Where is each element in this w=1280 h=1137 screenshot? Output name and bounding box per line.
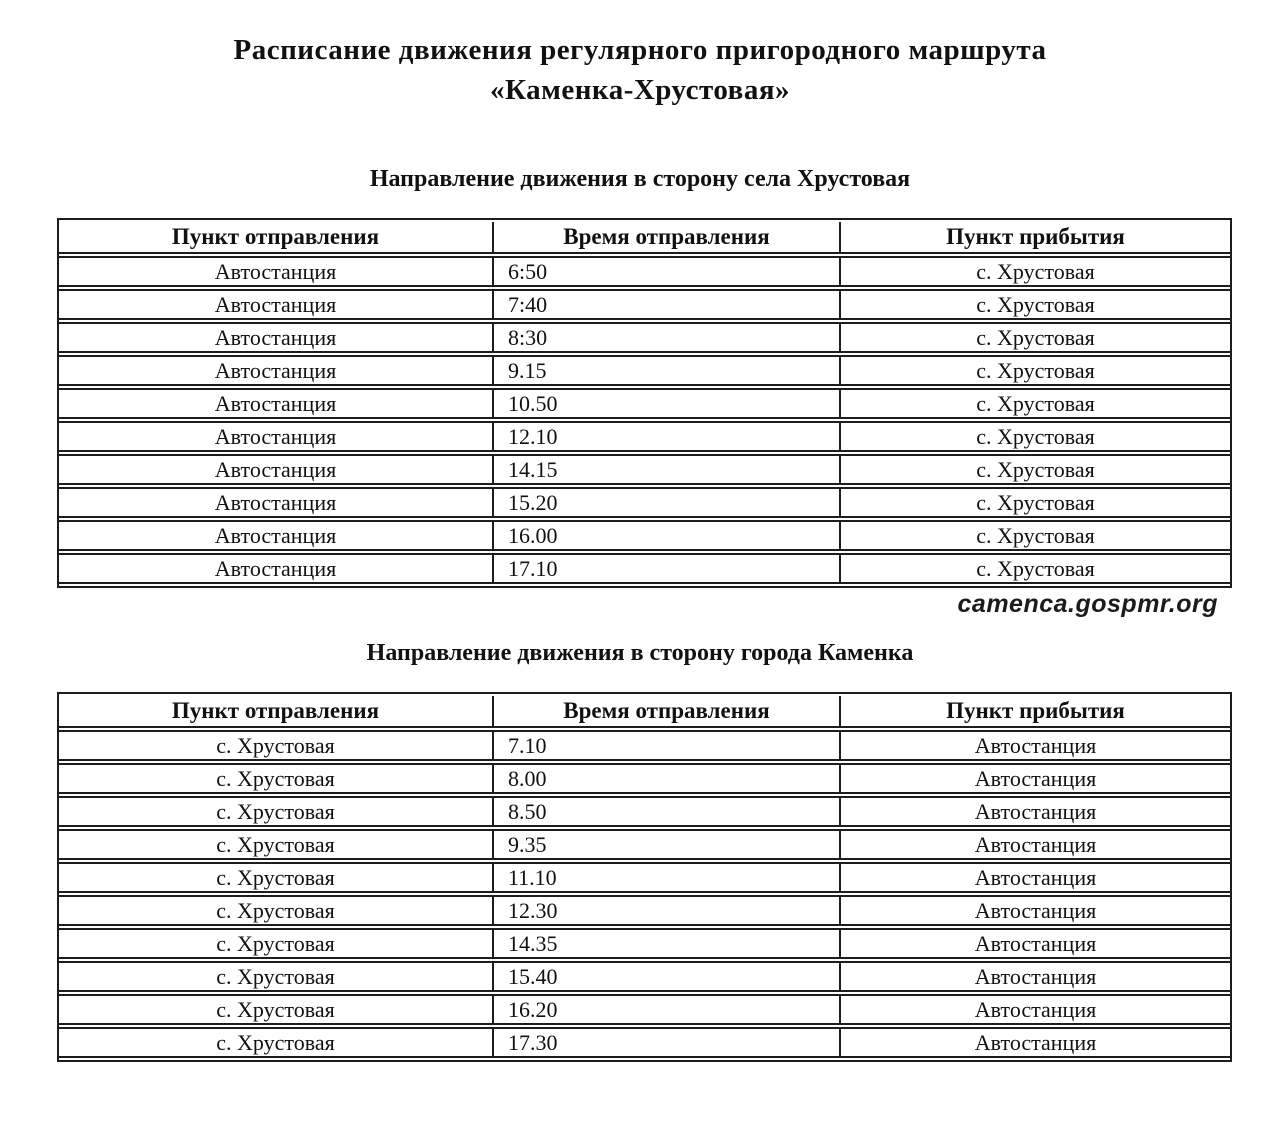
table-row <box>59 1027 1230 1058</box>
arrival-point-cell: Автостанция <box>839 994 1230 1025</box>
arrival-point-cell: Автостанция <box>839 796 1230 827</box>
departure-point-cell: с. Хрустовая <box>59 994 492 1025</box>
departure-point-cell: Автостанция <box>59 256 492 287</box>
departure-time-cell: 16.20 <box>492 994 839 1025</box>
departure-time-cell: 10.50 <box>492 388 839 419</box>
departure-time-cell: 9.35 <box>492 829 839 860</box>
schedule-table-to-khrustovaya <box>57 218 1232 588</box>
departure-time-cell: 16.00 <box>492 520 839 551</box>
table-row <box>59 961 1230 992</box>
arrival-point-cell: с. Хрустовая <box>839 421 1230 452</box>
arrival-point-cell: с. Хрустовая <box>839 355 1230 386</box>
arrival-point-cell: Автостанция <box>839 961 1230 992</box>
arrival-point-cell: с. Хрустовая <box>839 388 1230 419</box>
table-row <box>59 322 1230 353</box>
departure-point-cell: Автостанция <box>59 355 492 386</box>
departure-point-cell: с. Хрустовая <box>59 829 492 860</box>
header-departure-time: Время отправления <box>492 696 839 728</box>
arrival-point-cell: с. Хрустовая <box>839 487 1230 518</box>
departure-time-cell: 17.10 <box>492 553 839 584</box>
departure-time-cell: 8:30 <box>492 322 839 353</box>
table-row <box>59 763 1230 794</box>
departure-point-cell: Автостанция <box>59 487 492 518</box>
document-title <box>0 30 1280 110</box>
departure-point-cell: Автостанция <box>59 388 492 419</box>
arrival-point-cell: с. Хрустовая <box>839 454 1230 485</box>
header-arrival-point: Пункт прибытия <box>839 222 1230 254</box>
section-title-to-kamenka: Направление движения в сторону города Каменка <box>366 640 914 666</box>
table-row <box>59 829 1230 860</box>
header-departure-time: Время отправления <box>492 222 839 254</box>
arrival-point-cell: с. Хрустовая <box>839 553 1230 584</box>
table-row <box>59 421 1230 452</box>
arrival-point-cell: Автостанция <box>839 862 1230 893</box>
arrival-point-cell: Автостанция <box>839 763 1230 794</box>
departure-time-cell: 17.30 <box>492 1027 839 1058</box>
header-departure-point: Пункт отправления <box>59 696 492 728</box>
departure-point-cell: с. Хрустовая <box>59 895 492 926</box>
departure-time-cell: 12.30 <box>492 895 839 926</box>
departure-point-cell: с. Хрустовая <box>59 730 492 761</box>
arrival-point-cell: Автостанция <box>839 1027 1230 1058</box>
departure-time-cell: 12.10 <box>492 421 839 452</box>
table-row <box>59 289 1230 320</box>
table-row <box>59 388 1230 419</box>
table-row <box>59 895 1230 926</box>
arrival-point-cell: Автостанция <box>839 928 1230 959</box>
departure-time-cell: 7.10 <box>492 730 839 761</box>
arrival-point-cell: с. Хрустовая <box>839 289 1230 320</box>
departure-time-cell: 6:50 <box>492 256 839 287</box>
departure-point-cell: с. Хрустовая <box>59 928 492 959</box>
arrival-point-cell: с. Хрустовая <box>839 520 1230 551</box>
table-row <box>59 553 1230 584</box>
departure-time-cell: 15.40 <box>492 961 839 992</box>
departure-point-cell: с. Хрустовая <box>59 796 492 827</box>
departure-time-cell: 9.15 <box>492 355 839 386</box>
departure-time-cell: 15.20 <box>492 487 839 518</box>
departure-point-cell: с. Хрустовая <box>59 961 492 992</box>
table-row <box>59 487 1230 518</box>
arrival-point-cell: Автостанция <box>839 895 1230 926</box>
departure-time-cell: 8.00 <box>492 763 839 794</box>
departure-time-cell: 14.15 <box>492 454 839 485</box>
table-row <box>59 256 1230 287</box>
departure-point-cell: Автостанция <box>59 520 492 551</box>
table-row <box>59 994 1230 1025</box>
header-row <box>59 222 1230 254</box>
departure-point-cell: Автостанция <box>59 322 492 353</box>
table-row <box>59 862 1230 893</box>
table-row <box>59 454 1230 485</box>
arrival-point-cell: Автостанция <box>839 829 1230 860</box>
document-title-line1: Расписание движения регулярного пригородного маршрута <box>233 34 1047 66</box>
departure-point-cell: с. Хрустовая <box>59 1027 492 1058</box>
header-row <box>59 696 1230 728</box>
departure-time-cell: 7:40 <box>492 289 839 320</box>
departure-point-cell: Автостанция <box>59 553 492 584</box>
table-row <box>59 520 1230 551</box>
section-title-to-khrustovaya: Направление движения в сторону села Хрустовая <box>369 166 911 192</box>
arrival-point-cell: с. Хрустовая <box>839 322 1230 353</box>
departure-time-cell: 14.35 <box>492 928 839 959</box>
table-row <box>59 355 1230 386</box>
schedule-table-to-kamenka <box>57 692 1232 1062</box>
arrival-point-cell: Автостанция <box>839 730 1230 761</box>
arrival-point-cell: с. Хрустовая <box>839 256 1230 287</box>
document-title-line2: «Каменка-Хрустовая» <box>489 74 791 106</box>
departure-time-cell: 8.50 <box>492 796 839 827</box>
header-departure-point: Пункт отправления <box>59 222 492 254</box>
departure-point-cell: с. Хрустовая <box>59 862 492 893</box>
header-arrival-point: Пункт прибытия <box>839 696 1230 728</box>
departure-point-cell: Автостанция <box>59 421 492 452</box>
departure-point-cell: Автостанция <box>59 289 492 320</box>
departure-time-cell: 11.10 <box>492 862 839 893</box>
departure-point-cell: Автостанция <box>59 454 492 485</box>
departure-point-cell: с. Хрустовая <box>59 763 492 794</box>
table-row <box>59 796 1230 827</box>
table-row <box>59 928 1230 959</box>
table-row <box>59 730 1230 761</box>
site-watermark: camenca.gospmr.org <box>957 590 1218 618</box>
